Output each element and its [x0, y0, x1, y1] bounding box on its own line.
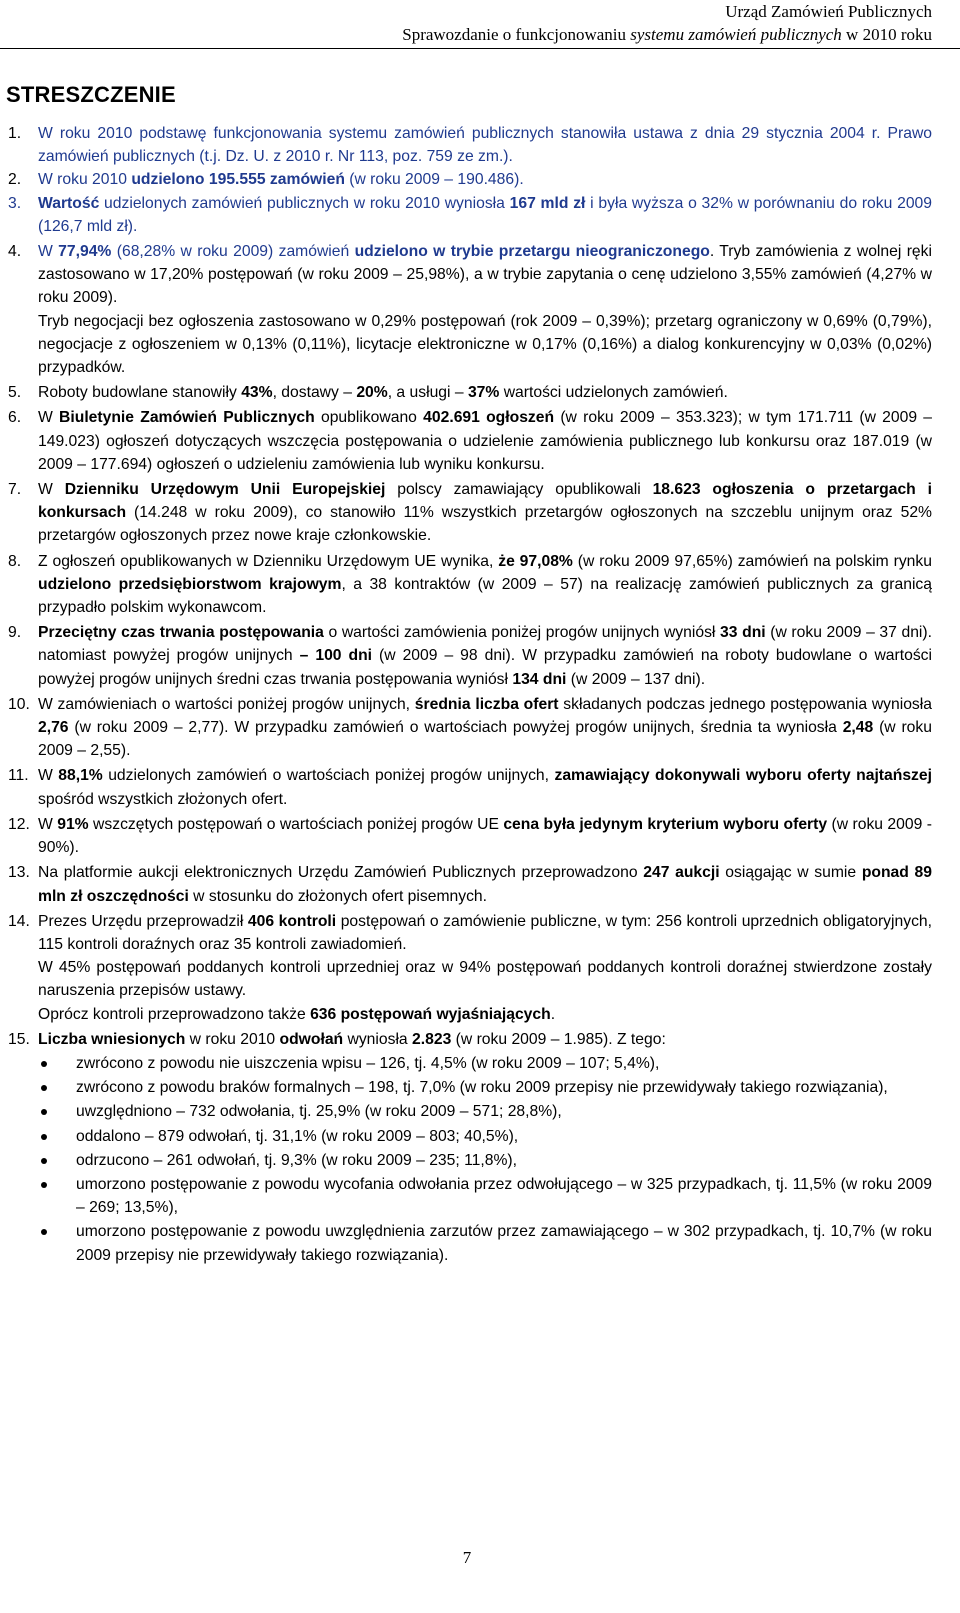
item-text: . Tryb zamówienia z wolnej ręki zastosowano w 17,20% postępowań (w roku 2009 – 25,98%), a w trybie zapytania o cenę udzielono 3,55% zamówień (4,27% w roku 2009). [38, 243, 932, 307]
summary-item-9 [8, 621, 932, 691]
page-title: STRESZCZENIE [6, 82, 176, 107]
summary-item-13 [8, 861, 932, 907]
item-number: 11. [8, 767, 29, 785]
summary-item-12 [8, 813, 932, 859]
item-paragraph: W 45% postępowań poddanych kontroli uprzedniej oraz w 94% postępowań poddanych kontroli doraźnej stwierdzone zostały naruszenia przepisów ustawy. [38, 959, 932, 1000]
list-item [38, 1052, 932, 1075]
item-number: 15. [8, 1030, 30, 1048]
item-text-bold: zamawiający dokonywali wyboru oferty najtańszej [554, 767, 932, 785]
item-text-bold: 88,1% [58, 767, 103, 785]
item-text: wyniosła [343, 1030, 413, 1048]
item-text: Na platformie aukcji elektronicznych Urzędu Zamówień Publicznych przeprowadzono [38, 864, 644, 882]
item-text-bold: 134 dni [512, 670, 567, 688]
summary-item-6 [8, 406, 932, 476]
summary-item-15 [8, 1028, 932, 1267]
item-text: opublikowano [314, 409, 424, 427]
page-number: 7 [462, 1548, 472, 1567]
bullet-icon [41, 1061, 47, 1067]
bullet-icon [41, 1134, 47, 1140]
item-text: udzielonych zamówień o wartościach poniżej progów unijnych, [102, 767, 555, 785]
list-item-text: oddalono – 879 odwołań, tj. 31,1% (w roku 2009 – 803; 40,5%), [76, 1127, 519, 1145]
summary-list [8, 122, 932, 1267]
item-number: 13. [8, 864, 30, 882]
item-text: W [38, 243, 59, 261]
item-text-bold: 406 kontroli [247, 912, 337, 930]
list-item-text: zwrócono z powodu braków formalnych – 198, tj. 7,0% (w roku 2009 przepisy nie przewidywały takiego rozwiązania), [76, 1079, 888, 1097]
item-text-bold: 636 postępowań wyjaśniających [310, 1005, 551, 1023]
item-text-bold: ponad 89 mln zł oszczędności [38, 864, 933, 905]
item-number: 9. [8, 624, 22, 642]
item-text-bold: 91% [57, 815, 89, 833]
header-report-prefix: Sprawozdanie o funkcjonowaniu [402, 25, 631, 44]
list-item-text: odrzucono – 261 odwołań, tj. 9,3% (w roku 2009 – 235; 11,8%), [76, 1151, 517, 1169]
item-text-bold: Liczba wniesionych [38, 1030, 186, 1048]
item-text: W zamówieniach o wartości poniżej progów unijnych, [38, 695, 415, 713]
bullet-icon [41, 1085, 47, 1091]
item-text-bold: 33 dni [720, 624, 766, 642]
item-text-bold: 2.823 [412, 1030, 452, 1048]
item-text-bold: 247 aukcji [643, 864, 720, 882]
list-item [38, 1100, 932, 1123]
item-text: W [38, 767, 59, 785]
item-text: (w roku 2009 – 353.323); w tym 171.711 (w 2009 – 149.023) ogłoszeń dotyczących wszczęcia postępowania o udzielenie zamówienia publicznego lub konkursu oraz 187.019 (w 2009 – 177.694) ogłoszeń o udzieleniu zamówienia lub wyniku konkursu. [38, 409, 933, 473]
item-number: 10. [8, 695, 30, 713]
item-text: , a 38 kontraktów (w 2009 – 57) na realizację zamówień publicznych za granicą przypadło polskim wykonawcom. [38, 575, 932, 617]
summary-item-8 [8, 550, 932, 620]
item-text: W [38, 481, 65, 499]
item-text: (w roku 2009 - 90%). [38, 815, 932, 857]
item-text-bold: 43% [241, 384, 273, 402]
item-text: udzielonych zamówień publicznych w roku 2010 wyniosła [99, 194, 510, 212]
item-text: polscy zamawiający opublikowali [385, 481, 653, 499]
item-text: Prezes Urzędu przeprowadził [38, 912, 248, 930]
item-number: 4. [8, 243, 22, 261]
list-item-text: umorzono postępowanie z powodu uwzględnienia zarzutów przez zamawiającego – w 302 przypadkach, tj. 10,7% (w roku 2009 przepisy nie przewidywały takiego rozwiązania). [76, 1223, 932, 1264]
bullet-icon [41, 1158, 47, 1164]
bullet-icon [41, 1109, 47, 1115]
item-text: i była wyższa o 32% w porównaniu do roku 2009 (126,7 mld zł). [38, 194, 932, 235]
item-text: Z ogłoszeń opublikowanych w Dzienniku Urzędowym UE wynika, [38, 552, 499, 570]
item-text: (14.248 w roku 2009), co stanowiło 11% wszystkich przetargów ogłoszonych na szczeblu unijnym oraz 52% przetargów ogłoszonych przez nowe kraje członkowskie. [38, 504, 932, 545]
item-number: 12. [8, 815, 30, 833]
item-text-bold: 18.623 ogłoszenia o przetargach i konkursach [38, 481, 932, 522]
item-text: (w roku 2009 – 2,55). [38, 719, 932, 760]
item-paragraph: Tryb negocjacji bez ogłoszenia zastosowano w 0,29% postępowań (rok 2009 – 0,39%); przetarg ograniczony w 0,69% (0,79%), negocjacje z ogłoszeniem w 0,13% (0,11%), licytacje elektroniczne w 0,17% (0,16%) a dialog konkurencyjny w 0,03% (0,02%) przypadków. [38, 312, 932, 377]
item-text: (w roku 2009 97,65%) zamówień na polskim rynku [572, 552, 932, 570]
item-number: 8. [8, 552, 22, 570]
item-text: (w roku 2009 – 190.486). [344, 171, 524, 189]
header-report [402, 23, 932, 46]
summary-item-10 [8, 693, 932, 763]
item-text: wszczętych postępowań o wartościach poniżej progów UE [88, 815, 504, 833]
item-number: 1. [8, 125, 22, 142]
summary-item-2 [8, 168, 932, 191]
item-number: 6. [8, 409, 22, 427]
item-text-bold: 2,76 [38, 719, 69, 737]
item-text-bold: udzielono przedsiębiorstwom krajowym [38, 575, 342, 593]
summary-item-14 [8, 910, 932, 1026]
item-text-bold: 37% [467, 384, 500, 402]
item-text: (w 2009 – 137 dni). [566, 670, 706, 688]
item-text-bold: 20% [356, 384, 388, 402]
item-text: składanych podczas jednego postępowania wyniosła [558, 695, 932, 713]
item-text-bold: cena była jedynym kryterium wyboru oferty [503, 815, 828, 833]
item-text-bold: 402.691 ogłoszeń [423, 409, 555, 427]
list-item-text: umorzono postępowanie z powodu wycofania odwołania przez odwołującego – w 325 przypadkach, tj. 11,5% (w roku 2009 – 269; 13,5%), [76, 1175, 932, 1217]
list-item-text: uwzględniono – 732 odwołania, tj. 25,9% (w roku 2009 – 571; 28,8%), [76, 1103, 562, 1121]
list-item [38, 1149, 932, 1172]
header-report-italic: systemu zamówień publicznych [630, 25, 842, 44]
item-text: spośród wszystkich złożonych ofert. [38, 790, 288, 808]
item-text: osiągając w sumie [719, 864, 862, 882]
summary-item-5 [8, 381, 932, 404]
item-text: , dostawy – [272, 384, 357, 402]
header-report-suffix: w 2010 roku [841, 25, 932, 44]
item-text-bold: Dzienniku Urzędowym Unii Europejskiej [64, 481, 386, 499]
item-text-bold: udzielono w trybie przetargu nieograniczonego [354, 243, 710, 261]
item-text-bold: 2,48 [842, 719, 874, 737]
summary-item-4 [8, 240, 932, 379]
item-text: Oprócz kontroli przeprowadzono także [38, 1005, 311, 1023]
item-text: W roku 2010 [38, 171, 132, 189]
summary-item-11 [8, 764, 932, 810]
summary-item-1 [8, 122, 932, 168]
item-number: 14. [8, 912, 30, 930]
item-text-bold: odwołań [279, 1030, 344, 1048]
appeals-bullet-list [38, 1052, 932, 1267]
item-text-bold: udzielono 195.555 zamówień [131, 171, 345, 189]
item-number: 5. [8, 384, 22, 402]
item-text: (w roku 2009 – 2,77). W przypadku zamówień o wartościach powyżej progów unijnych, średnia ta wyniosła [68, 719, 843, 737]
header-org: Urząd Zamówień Publicznych [725, 2, 932, 21]
item-text: w stosunku do złożonych ofert pisemnych. [188, 887, 488, 905]
item-number: 2. [8, 171, 22, 189]
list-item [38, 1220, 932, 1266]
item-text-bold: Biuletynie Zamówień Publicznych [59, 409, 315, 427]
item-text: Roboty budowlane stanowiły [38, 384, 242, 402]
item-text-bold: średnia liczba ofert [414, 695, 559, 713]
list-item-text: zwrócono z powodu nie uiszczenia wpisu – 126, tj. 4,5% (w roku 2009 – 107; 5,4%), [76, 1054, 660, 1072]
page-header [402, 0, 932, 46]
header-divider [0, 48, 960, 49]
item-text: (w 2009 – 98 dni). W przypadku zamówień na roboty budowlane o wartości powyżej progów unijnych średni czas trwania postępowania wyniósł [38, 647, 933, 688]
bullet-icon [41, 1229, 47, 1235]
item-text: postępowań o zamówienie publiczne, w tym: 256 kontroli uprzednich obligatoryjnych, 115 kontroli doraźnych oraz 35 kontroli zawiadomień. [38, 912, 932, 953]
list-item [38, 1173, 932, 1219]
item-text-bold: 77,94% [58, 243, 112, 261]
item-text: (68,28% w roku 2009) zamówień [111, 243, 355, 261]
item-text: W [38, 409, 60, 427]
item-text-bold: 167 mld zł [509, 194, 586, 212]
item-number: 7. [8, 481, 22, 499]
item-text: W roku 2010 podstawę funkcjonowania systemu zamówień publicznych stanowiła ustawa z dnia 29 stycznia 2004 r. Prawo zamówień publicznych (t.j. Dz. U. z 2010 r. Nr 113, poz. 759 ze zm.). [38, 125, 932, 166]
bullet-icon [41, 1182, 47, 1188]
item-text: w roku 2010 [185, 1030, 280, 1048]
item-text: wartości udzielonych zamówień. [499, 384, 728, 402]
item-text-bold: – 100 dni [299, 647, 373, 665]
item-number: 3. [8, 194, 22, 212]
item-text: (w roku 2009 – 1.985). Z tego: [451, 1030, 666, 1048]
item-text: o wartości zamówienia poniżej progów unijnych wyniósł [323, 624, 721, 642]
item-text: , a usługi – [387, 384, 468, 402]
summary-item-3 [8, 192, 932, 238]
item-text: W [38, 815, 58, 833]
summary-item-7 [8, 478, 932, 548]
list-item [38, 1076, 932, 1099]
item-text-bold: że 97,08% [498, 552, 573, 570]
item-text: (w roku 2009 – 37 dni). natomiast powyżej progów unijnych [38, 624, 932, 665]
item-text-bold: Przeciętny czas trwania postępowania [38, 624, 324, 642]
item-text: . [550, 1005, 556, 1023]
item-text-bold: Wartość [38, 194, 100, 212]
list-item [38, 1125, 932, 1148]
